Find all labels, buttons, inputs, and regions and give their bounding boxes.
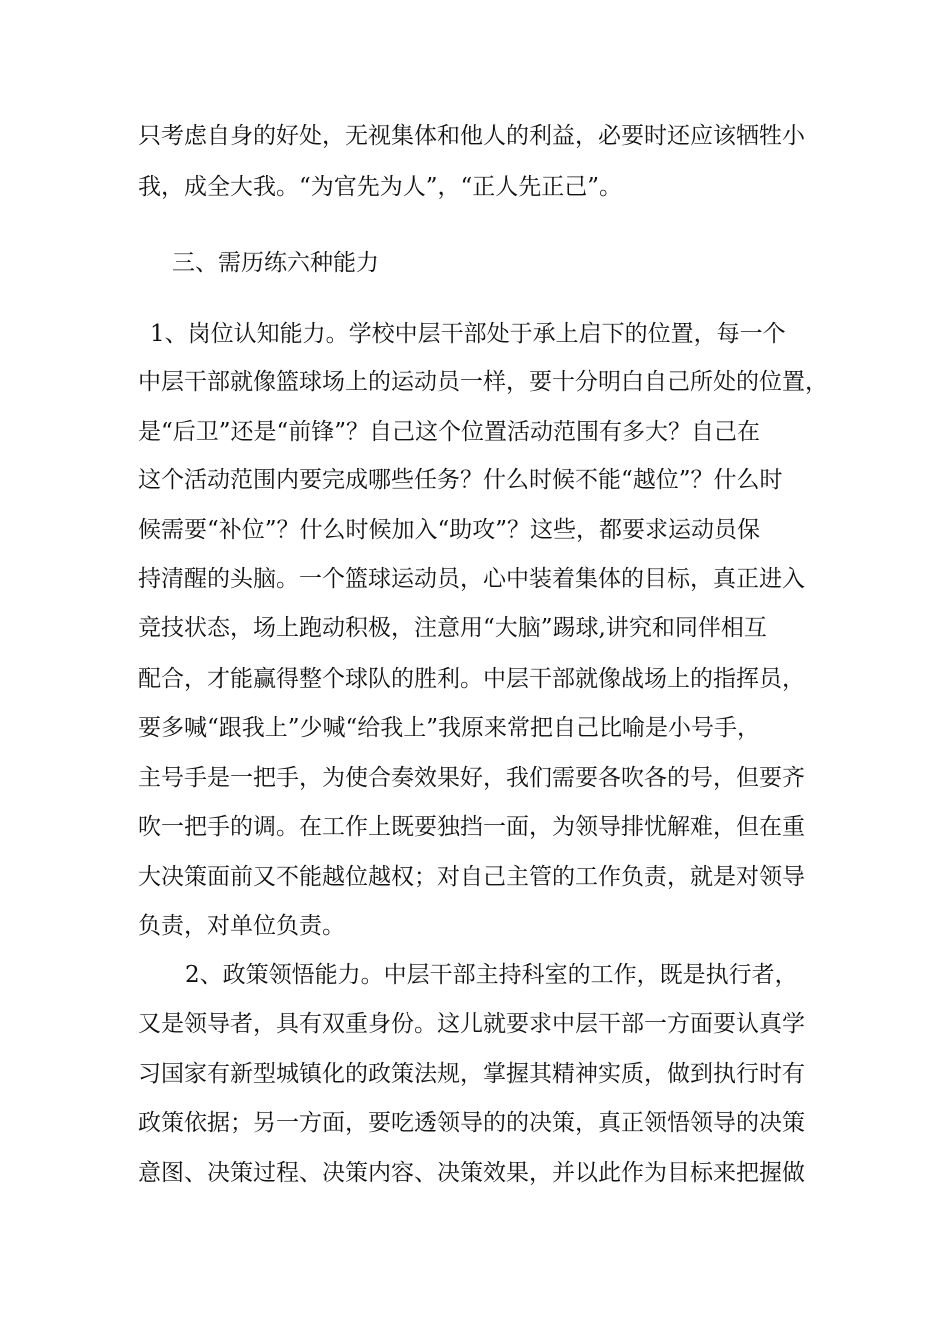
paragraph-line: 意图、决策过程、决策内容、决策效果，并以此作为目标来把握做 bbox=[138, 1160, 805, 1186]
paragraph-line: 政策依据；另一方面，要吃透领导的的决策，真正领悟领导的决策 bbox=[138, 1110, 805, 1136]
paragraph-line: 我，成全大我。“为官先为人”，“正人先正己”。 bbox=[138, 174, 623, 200]
paragraph-line: 主号手是一把手，为使合奏效果好，我们需要各吹各的号，但要齐 bbox=[138, 765, 805, 791]
paragraph-line: 负责，对单位负责。 bbox=[138, 913, 345, 939]
paragraph-line: 竞技状态，场上跑动积极，注意用“大脑”踢球,讲究和同伴相互 bbox=[138, 615, 767, 641]
paragraph-line: 持清醒的头脑。一个篮球运动员，心中装着集体的目标，真正进入 bbox=[138, 566, 805, 592]
paragraph-line: 习国家有新型城镇化的政策法规，掌握其精神实质，做到执行时有 bbox=[138, 1061, 805, 1087]
paragraph-line: 这个活动范围内要完成哪些任务？什么时候不能“越位”？什么时 bbox=[138, 467, 783, 493]
paragraph-line: 要多喊“跟我上”少喊“给我上”我原来常把自己比喻是小号手， bbox=[138, 715, 761, 741]
paragraph-line: 是“后卫”还是“前锋”？自己这个位置活动范围有多大？自己在 bbox=[138, 419, 761, 445]
paragraph-line: 配合，才能赢得整个球队的胜利。中层干部就像战场上的指挥员， bbox=[138, 666, 805, 692]
paragraph-line: 中层干部就像篮球场上的运动员一样，要十分明白自己所处的位置， bbox=[138, 369, 828, 395]
paragraph-line: 大决策面前又不能越位越权；对自己主管的工作负责，就是对领导 bbox=[138, 864, 805, 890]
paragraph-line: 2、政策领悟能力。中层干部主持科室的工作，既是执行者， bbox=[185, 962, 798, 988]
paragraph-line: 候需要“补位”？什么时候加入“助攻”？这些，都要求运动员保 bbox=[138, 517, 761, 543]
paragraph-line: 吹一把手的调。在工作上既要独挡一面，为领导排忧解难，但在重 bbox=[138, 814, 805, 840]
paragraph-line: 只考虑自身的好处，无视集体和他人的利益，必要时还应该牺牲小 bbox=[138, 123, 805, 149]
paragraph-line: 1、岗位认知能力。学校中层干部处于承上启下的位置，每一个 bbox=[150, 321, 786, 347]
section-heading: 三、需历练六种能力 bbox=[172, 250, 379, 276]
paragraph-line: 又是领导者，具有双重身份。这儿就要求中层干部一方面要认真学 bbox=[138, 1011, 805, 1037]
